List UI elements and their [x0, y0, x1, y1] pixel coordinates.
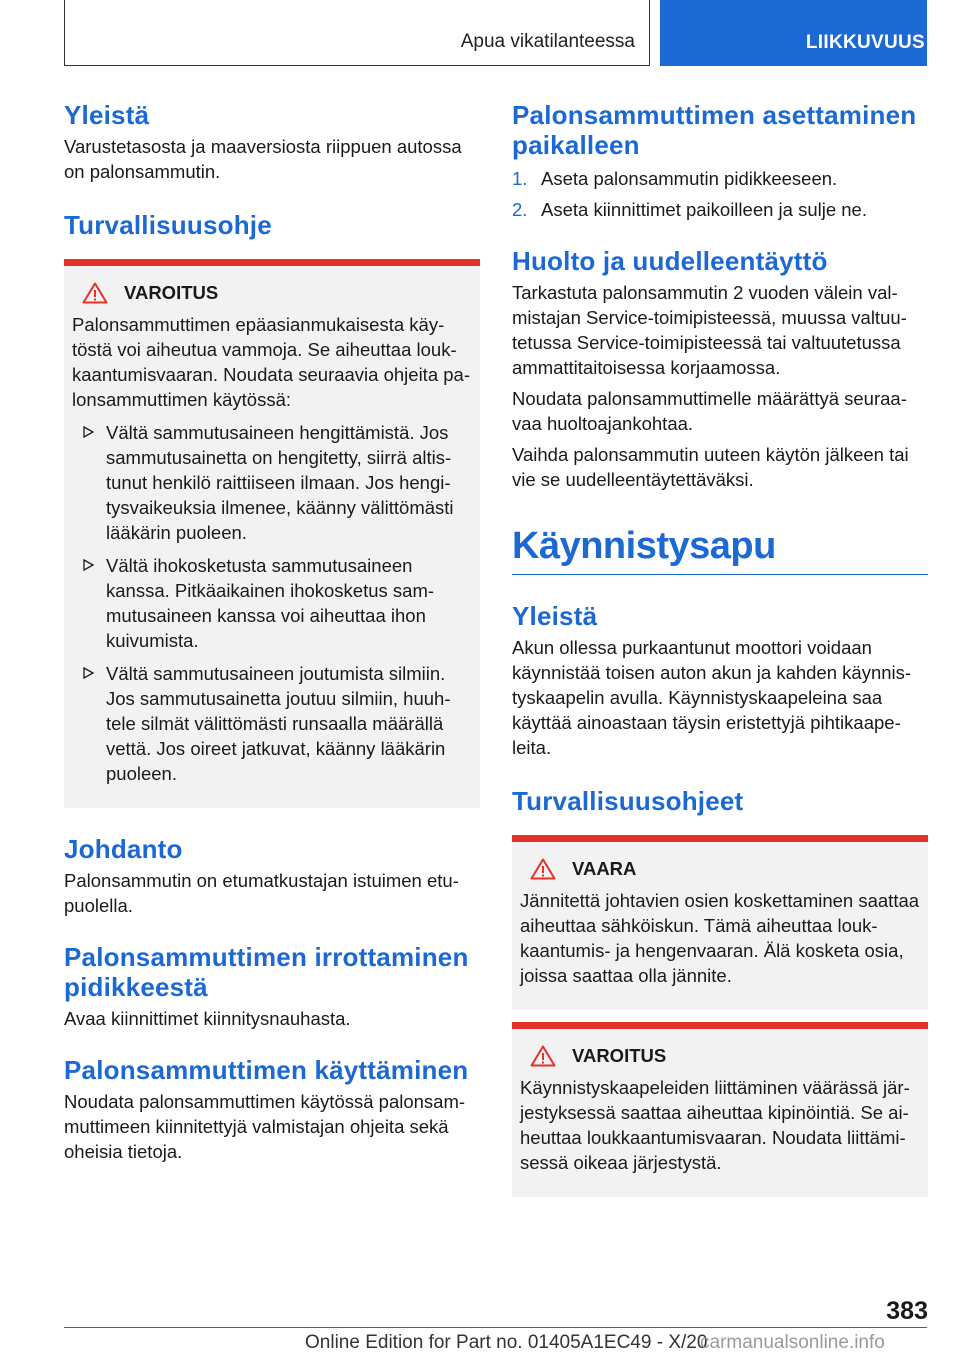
heading-yleista: Yleistä: [64, 100, 150, 130]
danger-header: [520, 858, 920, 880]
section-tab: Apua vikatilanteessa: [64, 0, 650, 66]
heading-kaynnistysapu: Käynnistysapu: [512, 525, 776, 567]
section-rule: [512, 574, 928, 575]
warning-label: VAROITUS: [124, 282, 219, 303]
paragraph-huolto-3: Vaihda palonsammutin uuteen käytön jälkeen tai vie se uudelleentäytettäväksi.: [512, 444, 909, 490]
paragraph-huolto-2: Noudata palonsammuttimelle määrättyä seuraavaa huoltoajankohtaa.: [512, 388, 907, 434]
paragraph-johdanto: Palonsammutin on etumatkustajan istuimen etupuolella.: [64, 870, 459, 916]
list-item: Vältä sammutusaineen hengittämistä. Jos sammutusainetta on hengitetty, siirrä altistunut henkilö raittiiseen ilmaan. Jos hengitysvaikeuksia ilmenee, käänny välittömästi lääkärin puoleen.: [72, 420, 472, 545]
warning-header-2: [520, 1045, 920, 1067]
watermark: carmanualsonline.info: [700, 1332, 885, 1353]
triangle-bullet-icon: [80, 665, 96, 681]
warning-triangle-icon: [530, 858, 556, 880]
warning-header: [72, 282, 472, 304]
page-header: [64, 0, 927, 66]
list-item: Vältä ihokosketusta sammutusaineen kanssa. Pitkäaikainen ihokosketus sammutusaineen kanssa voi aiheuttaa ihon kuivumista.: [72, 553, 472, 653]
triangle-bullet-icon: [80, 557, 96, 573]
warning-text-2: Käynnistyskaapeleiden liittäminen väärässä järjestyksessä saattaa aiheuttaa kipinöintiä. Se aiheuttaa loukkaantumisvaaran. Noudata liittämisessä oikeaa järjestystä.: [520, 1077, 910, 1173]
footer-edition: Online Edition for Part no. 01405A1EC49 - X/20: [305, 1332, 708, 1353]
danger-text: Jännitettä johtavien osien koskettaminen saattaa aiheuttaa sähköiskun. Tämä aiheuttaa loukkaantumis- ja hengenvaaran. Älä kosketa osia, joissa saattaa olla jännite.: [520, 890, 920, 986]
warning-text: Palonsammuttimen epäasianmukaisesta käytöstä voi aiheutua vammoja. Se aiheuttaa loukkaantumisvaaran. Noudata seuraavia ohjeita palonsammuttimen käytössä:: [72, 314, 471, 410]
heading-turvallisuusohjeet: Turvallisuusohjeet: [512, 786, 744, 816]
warning-label-2: VAROITUS: [572, 1045, 667, 1066]
heading-yleista-2: Yleistä: [512, 601, 598, 631]
page-number: 383: [886, 1297, 928, 1325]
warning-list: [72, 420, 472, 786]
danger-box: [512, 835, 928, 1010]
step-item: 2. Aseta kiinnittimet paikoilleen ja sulje ne.: [512, 199, 867, 220]
danger-label: VAARA: [572, 858, 637, 879]
list-item: Vältä sammutusaineen joutumista silmiin. Jos sammutusainetta joutuu silmiin, huuhtele silmät välittömästi runsaalla määrällä vettä. Jos oireet jatkuvat, käänny lääkärin puoleen.: [72, 661, 472, 786]
footer-rule: [64, 1327, 927, 1328]
paragraph-huolto-1: Tarkastuta palonsammutin 2 vuoden välein valmistajan Service-toimipisteessä, muussa valtuutetussa Service-toimipisteessä tai valtuutetussa ammattitaitoisessa korjaamossa.: [512, 282, 907, 378]
heading-turvallisuusohje: Turvallisuusohje: [64, 210, 272, 240]
steps-list: [512, 166, 928, 222]
paragraph-yleista: Varustetasosta ja maaversiosta riippuen autossa on palonsammutin.: [64, 136, 462, 182]
paragraph-irrottaminen: Avaa kiinnittimet kiinnitysnauhasta.: [64, 1008, 351, 1029]
heading-irrottaminen: Palonsammuttimen irrottaminen pidikkeestä: [64, 942, 469, 1002]
paragraph-yleista-2: Akun ollessa purkaantunut moottori voidaan käynnistää toisen auton akun ja kahden käynnistyskaapelin avulla. Käynnistyskaapeleina saa käyttää ainoastaan täysin eristettyjä pihtikaapeleita.: [512, 637, 912, 758]
chapter-tab: LIIKKUVUUS: [660, 0, 927, 66]
triangle-bullet-icon: [80, 424, 96, 440]
right-column: [512, 100, 928, 1197]
left-column: [64, 100, 480, 1164]
heading-johdanto: Johdanto: [64, 834, 183, 864]
warning-triangle-icon: [530, 1045, 556, 1067]
warning-box: [64, 259, 480, 808]
heading-huolto: Huolto ja uudelleentäyttö: [512, 246, 828, 276]
paragraph-kayttaminen: Noudata palonsammuttimen käytössä palonsammuttimeen kiinnitettyjä valmistajan ohjeita sekä oheisia tietoja.: [64, 1091, 466, 1162]
step-item: 1. Aseta palonsammutin pidikkeeseen.: [512, 168, 838, 189]
warning-triangle-icon: [82, 282, 108, 304]
heading-kayttaminen: Palonsammuttimen käyttäminen: [64, 1055, 469, 1085]
warning-box-2: [512, 1022, 928, 1197]
heading-asettaminen: Palonsammuttimen asettaminen paikalleen: [512, 100, 917, 160]
